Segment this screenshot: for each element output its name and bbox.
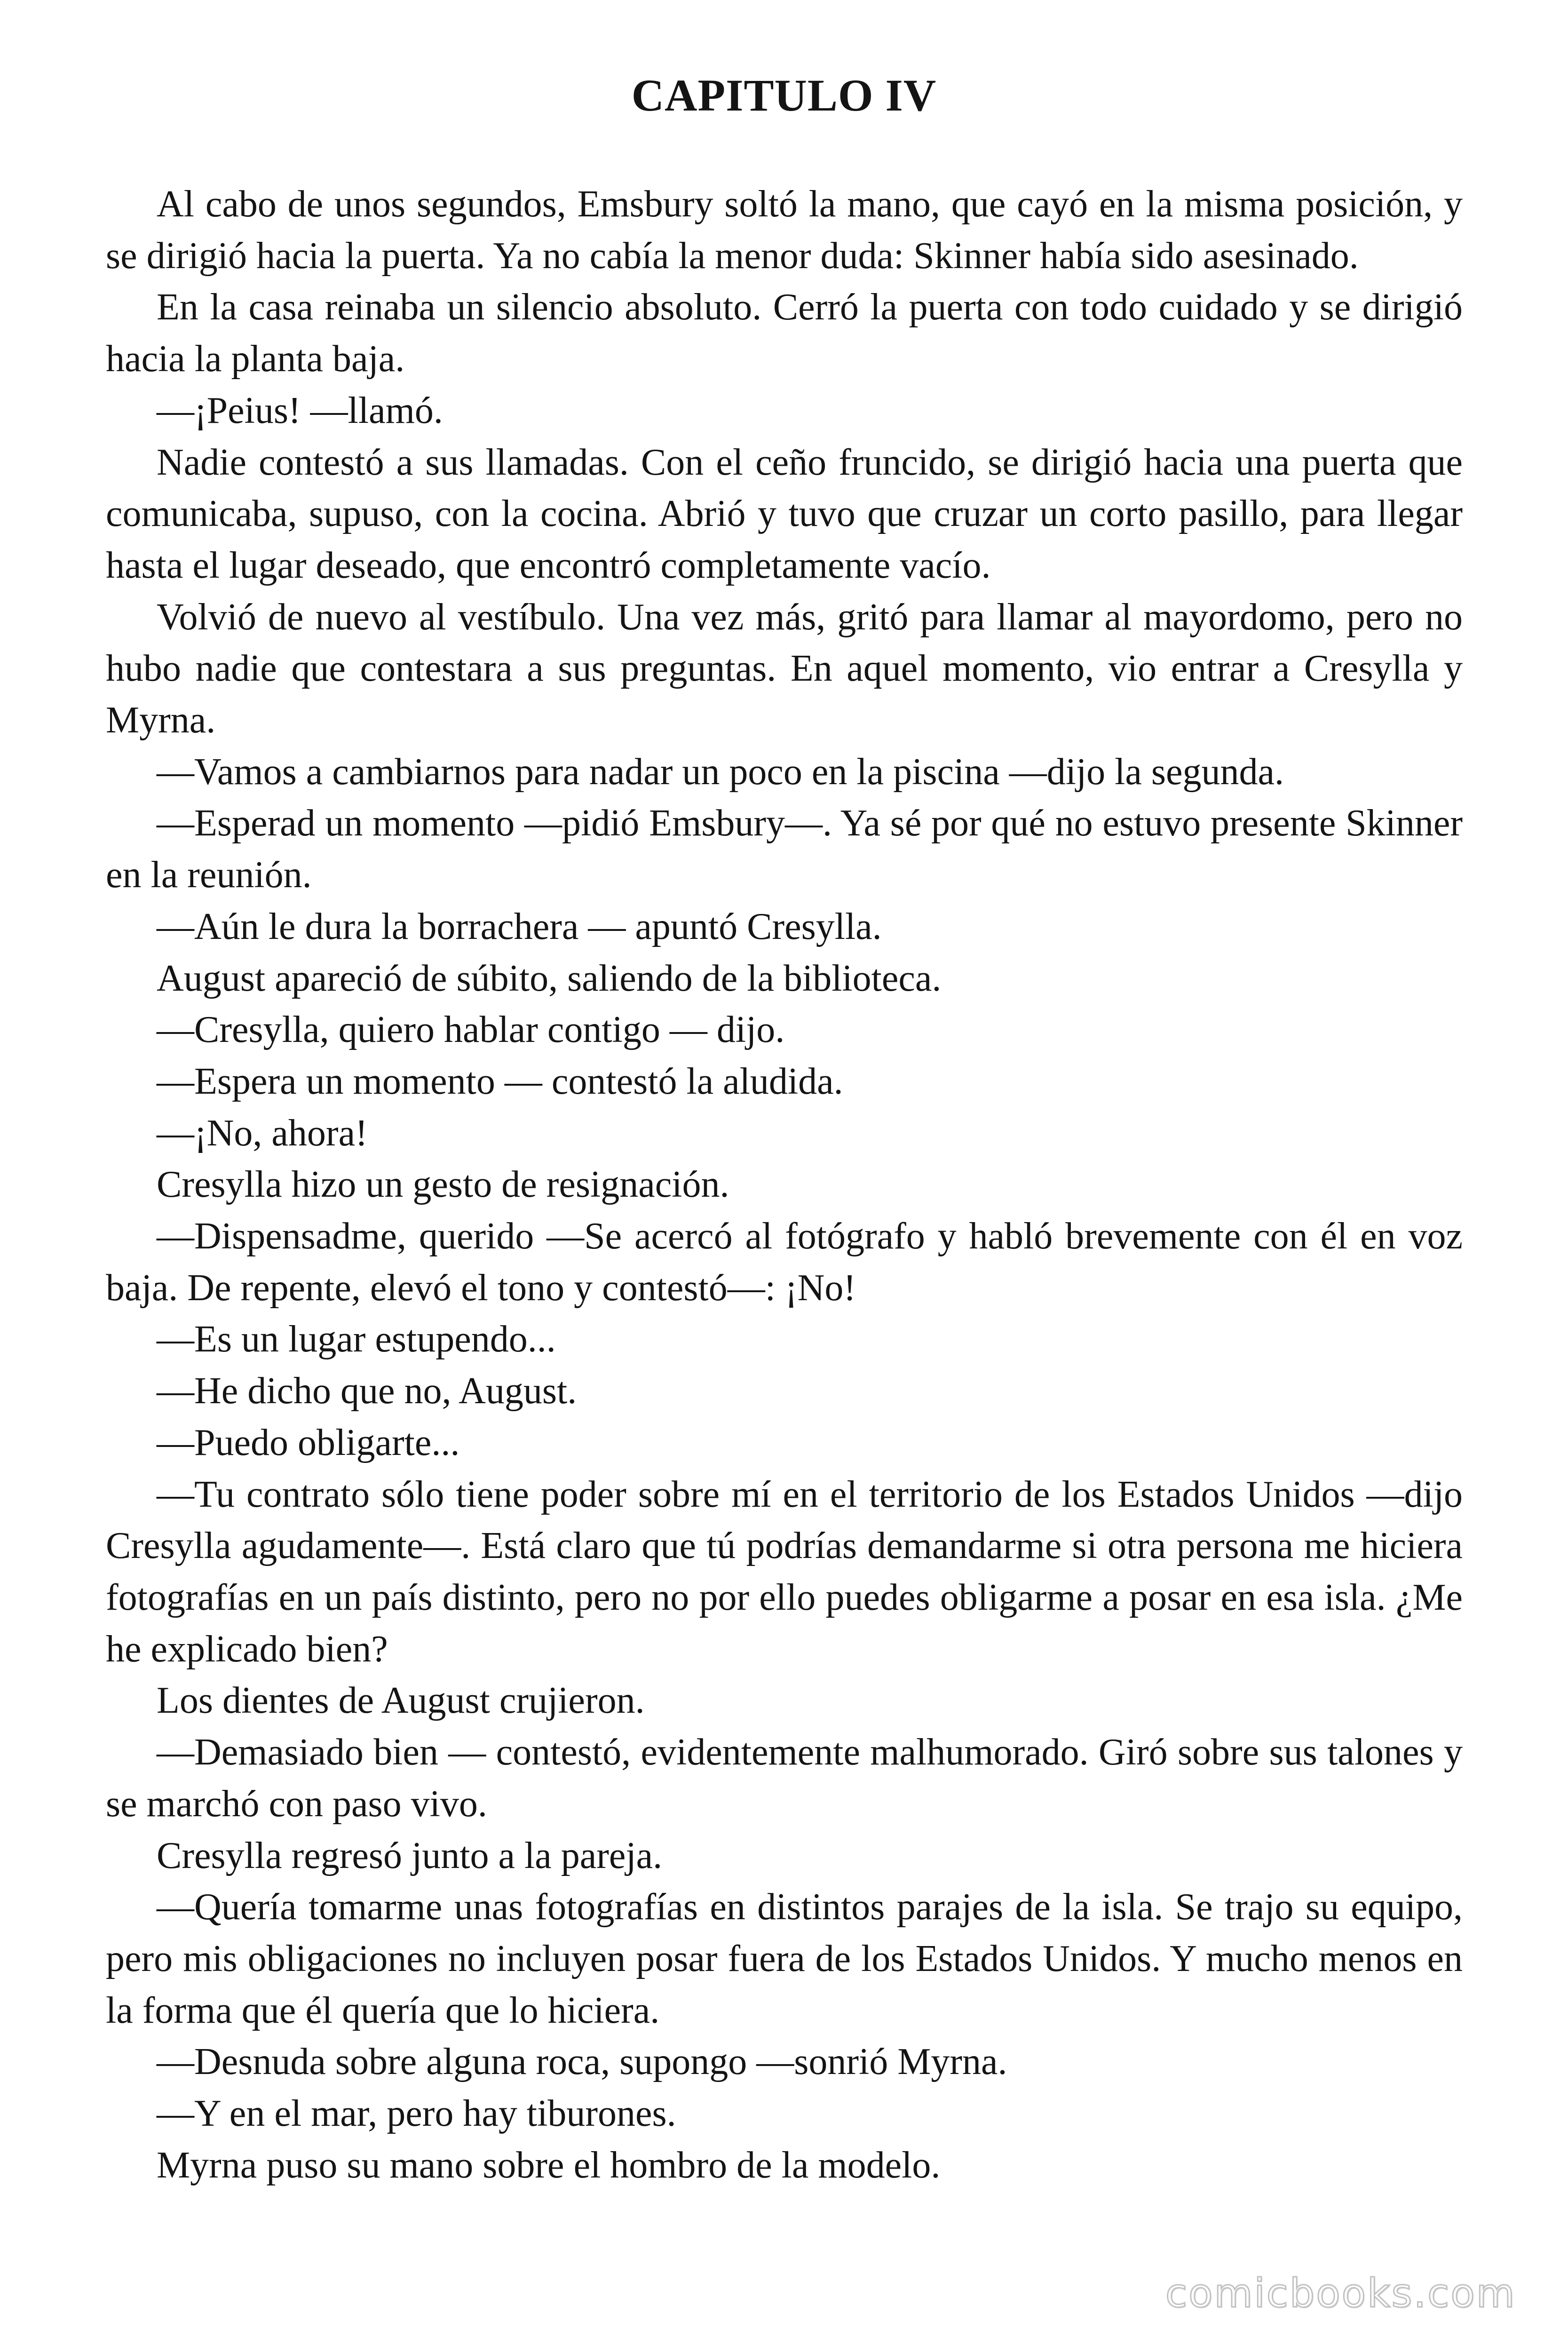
paragraph: Volvió de nuevo al vestíbulo. Una vez más, gritó para llamar al mayordomo, pero no hubo nadie que contestara a sus preguntas. En aquel momento, vio entrar a Cresylla y Myrna. (106, 596, 1463, 741)
paragraph: —Esperad un momento —pidió Emsbury—. Ya sé por qué no estuvo presente Skinner en la reunión. (106, 803, 1463, 896)
paragraph: —Vamos a cambiarnos para nadar un poco en la piscina —dijo la segunda. (157, 751, 1284, 793)
paragraph: August apareció de súbito, saliendo de la biblioteca. (157, 957, 942, 999)
paragraph: Cresylla hizo un gesto de resignación. (157, 1164, 729, 1206)
paragraph: En la casa reinaba un silencio absoluto. Cerró la puerta con todo cuidado y se dirigió hacia la planta baja. (106, 286, 1463, 380)
paragraph: —Desnuda sobre alguna roca, supongo —sonrió Myrna. (157, 2041, 1007, 2083)
paragraph: Los dientes de August crujieron. (157, 1680, 645, 1722)
paragraph: —Demasiado bien — contestó, evidentemente malhumorado. Giró sobre sus talones y se marchó con paso vivo. (106, 1732, 1463, 1825)
paragraph: Myrna puso su mano sobre el hombro de la modelo. (157, 2144, 941, 2186)
paragraph: —Es un lugar estupendo... (157, 1319, 556, 1360)
paragraph: Al cabo de unos segundos, Emsbury soltó la mano, que cayó en la misma posición, y se dirigió hacia la puerta. Ya no cabía la menor duda: Skinner había sido asesinado. (106, 183, 1463, 277)
chapter-title: CAPITULO IV (631, 70, 937, 120)
paragraph: Cresylla regresó junto a la pareja. (157, 1835, 663, 1876)
paragraph: —¡No, ahora! (157, 1112, 368, 1154)
chapter-body (106, 179, 1463, 2191)
paragraph: Nadie contestó a sus llamadas. Con el ceño fruncido, se dirigió hacia una puerta que comunicaba, supuso, con la cocina. Abrió y tuvo que cruzar un corto pasillo, para llegar hasta el lugar deseado, que encontró completamente vacío. (106, 441, 1463, 586)
paragraph: —Dispensadme, querido —Se acercó al fotógrafo y habló brevemente con él en voz baja. De repente, elevó el tono y contestó—: ¡No! (106, 1216, 1463, 1309)
paragraph: —Y en el mar, pero hay tiburones. (157, 2093, 676, 2135)
paragraph: —Aún le dura la borrachera — apuntó Cresylla. (157, 906, 882, 947)
paragraph: —Tu contrato sólo tiene poder sobre mí en el territorio de los Estados Unidos —dijo Cresylla agudamente—. Está claro que tú podrías demandarme si otra persona me hiciera fotografías en un país distinto, pero no por ello puedes obligarme a posar en esa isla. ¿Me he explicado bien? (106, 1473, 1463, 1670)
paragraph: —Espera un momento — contestó la aludida. (157, 1060, 843, 1102)
paragraph: —Cresylla, quiero hablar contigo — dijo. (157, 1009, 785, 1051)
paragraph: —He dicho que no, August. (157, 1370, 577, 1412)
watermark: comicbooks.com (1165, 2270, 1516, 2316)
paragraph: —¡Peius! —llamó. (157, 389, 443, 431)
paragraph: —Puedo obligarte... (157, 1422, 460, 1463)
paragraph: —Quería tomarme unas fotografías en distintos parajes de la isla. Se trajo su equipo, pero mis obligaciones no incluyen posar fuera de los Estados Unidos. Y mucho menos en la forma que él quería que lo hiciera. (106, 1886, 1463, 2031)
